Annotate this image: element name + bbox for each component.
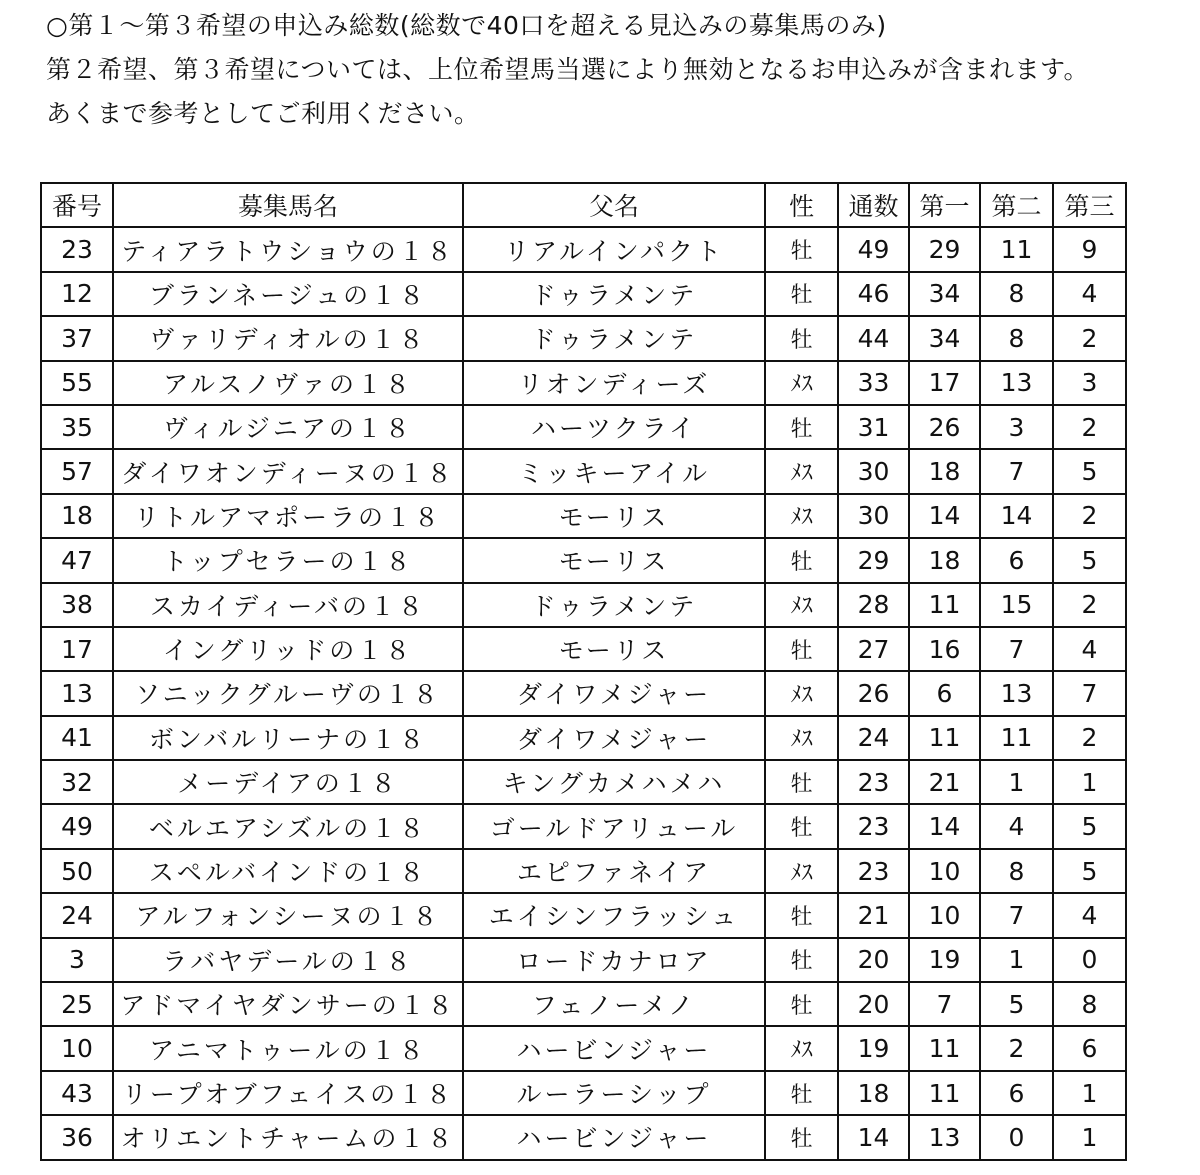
cell-number: 36 [41, 1115, 113, 1159]
cell-sire-name: キングカメハメハ [463, 760, 765, 804]
cell-second-choice: 6 [980, 1071, 1053, 1115]
column-header-number: 番号 [41, 183, 113, 227]
cell-first-choice: 11 [909, 1071, 980, 1115]
cell-horse-name: メーデイアの１８ [113, 760, 463, 804]
cell-first-choice: 26 [909, 405, 980, 449]
intro-notes [46, 0, 1186, 136]
cell-horse-name: イングリッドの１８ [113, 627, 463, 671]
table-row [41, 716, 1126, 760]
table-row [41, 804, 1126, 848]
cell-first-choice: 18 [909, 449, 980, 493]
cell-third-choice: 2 [1053, 405, 1126, 449]
cell-sex: 牡 [765, 1115, 838, 1159]
cell-second-choice: 5 [980, 982, 1053, 1026]
cell-number: 35 [41, 405, 113, 449]
cell-total: 30 [838, 494, 909, 538]
table-row [41, 1026, 1126, 1070]
cell-total: 20 [838, 982, 909, 1026]
table-row [41, 316, 1126, 360]
cell-sire-name: ダイワメジャー [463, 671, 765, 715]
column-header-first-choice: 第一 [909, 183, 980, 227]
cell-number: 10 [41, 1026, 113, 1070]
cell-first-choice: 34 [909, 316, 980, 360]
cell-number: 12 [41, 272, 113, 316]
cell-first-choice: 19 [909, 938, 980, 982]
cell-second-choice: 11 [980, 227, 1053, 271]
cell-horse-name: ヴァリディオルの１８ [113, 316, 463, 360]
cell-number: 3 [41, 938, 113, 982]
cell-second-choice: 8 [980, 272, 1053, 316]
table-row [41, 405, 1126, 449]
cell-sex: 牡 [765, 893, 838, 937]
table-row [41, 361, 1126, 405]
column-header-third-choice: 第三 [1053, 183, 1126, 227]
cell-horse-name: アニマトゥールの１８ [113, 1026, 463, 1070]
cell-sire-name: ルーラーシップ [463, 1071, 765, 1115]
table-row [41, 938, 1126, 982]
cell-total: 30 [838, 449, 909, 493]
cell-total: 23 [838, 849, 909, 893]
cell-total: 49 [838, 227, 909, 271]
cell-sire-name: ハービンジャー [463, 1115, 765, 1159]
cell-sex: ﾒｽ [765, 583, 838, 627]
cell-first-choice: 11 [909, 716, 980, 760]
cell-total: 31 [838, 405, 909, 449]
table-row [41, 849, 1126, 893]
cell-third-choice: 2 [1053, 316, 1126, 360]
cell-sire-name: ドゥラメンテ [463, 583, 765, 627]
column-header-sex: 性 [765, 183, 838, 227]
cell-number: 55 [41, 361, 113, 405]
header-row [41, 183, 1126, 227]
cell-horse-name: リトルアマポーラの１８ [113, 494, 463, 538]
cell-total: 27 [838, 627, 909, 671]
table-row [41, 982, 1126, 1026]
cell-sire-name: リアルインパクト [463, 227, 765, 271]
cell-horse-name: ダイワオンディーヌの１８ [113, 449, 463, 493]
column-header-sire-name: 父名 [463, 183, 765, 227]
column-header-total: 通数 [838, 183, 909, 227]
cell-second-choice: 6 [980, 538, 1053, 582]
cell-third-choice: 2 [1053, 583, 1126, 627]
cell-second-choice: 2 [980, 1026, 1053, 1070]
cell-third-choice: 9 [1053, 227, 1126, 271]
cell-third-choice: 5 [1053, 849, 1126, 893]
cell-first-choice: 10 [909, 893, 980, 937]
cell-horse-name: トップセラーの１８ [113, 538, 463, 582]
cell-second-choice: 8 [980, 849, 1053, 893]
cell-number: 50 [41, 849, 113, 893]
cell-sire-name: ダイワメジャー [463, 716, 765, 760]
cell-third-choice: 2 [1053, 494, 1126, 538]
cell-first-choice: 6 [909, 671, 980, 715]
cell-horse-name: ヴィルジニアの１８ [113, 405, 463, 449]
cell-sex: ﾒｽ [765, 1026, 838, 1070]
cell-second-choice: 13 [980, 671, 1053, 715]
cell-total: 23 [838, 804, 909, 848]
cell-horse-name: ラバヤデールの１８ [113, 938, 463, 982]
table-row [41, 449, 1126, 493]
cell-sex: 牡 [765, 627, 838, 671]
cell-sire-name: ゴールドアリュール [463, 804, 765, 848]
application-count-table [40, 182, 1127, 1161]
cell-horse-name: アドマイヤダンサーの１８ [113, 982, 463, 1026]
table-row [41, 627, 1126, 671]
cell-third-choice: 1 [1053, 760, 1126, 804]
cell-first-choice: 29 [909, 227, 980, 271]
cell-sex: 牡 [765, 982, 838, 1026]
cell-second-choice: 7 [980, 449, 1053, 493]
cell-total: 46 [838, 272, 909, 316]
cell-total: 24 [838, 716, 909, 760]
table-row [41, 671, 1126, 715]
cell-horse-name: ブランネージュの１８ [113, 272, 463, 316]
intro-line-disclaimer: 第２希望、第３希望については、上位希望馬当選により無効となるお申込みが含まれます。 [46, 55, 1090, 84]
cell-horse-name: アルフォンシーヌの１８ [113, 893, 463, 937]
column-header-horse-name: 募集馬名 [113, 183, 463, 227]
cell-number: 18 [41, 494, 113, 538]
cell-sex: ﾒｽ [765, 716, 838, 760]
cell-third-choice: 6 [1053, 1026, 1126, 1070]
cell-sire-name: エピファネイア [463, 849, 765, 893]
cell-total: 33 [838, 361, 909, 405]
cell-second-choice: 1 [980, 760, 1053, 804]
cell-number: 41 [41, 716, 113, 760]
cell-sex: 牡 [765, 316, 838, 360]
cell-third-choice: 4 [1053, 272, 1126, 316]
cell-first-choice: 16 [909, 627, 980, 671]
cell-sire-name: モーリス [463, 538, 765, 582]
cell-third-choice: 3 [1053, 361, 1126, 405]
cell-sex: ﾒｽ [765, 361, 838, 405]
intro-line-reference: あくまで参考としてご利用ください。 [46, 99, 480, 128]
cell-total: 19 [838, 1026, 909, 1070]
cell-sex: 牡 [765, 760, 838, 804]
cell-number: 13 [41, 671, 113, 715]
cell-third-choice: 0 [1053, 938, 1126, 982]
cell-third-choice: 5 [1053, 804, 1126, 848]
cell-total: 28 [838, 583, 909, 627]
cell-first-choice: 10 [909, 849, 980, 893]
cell-number: 38 [41, 583, 113, 627]
cell-second-choice: 7 [980, 627, 1053, 671]
cell-total: 44 [838, 316, 909, 360]
cell-horse-name: アルスノヴァの１８ [113, 361, 463, 405]
cell-sire-name: ドゥラメンテ [463, 316, 765, 360]
cell-third-choice: 1 [1053, 1071, 1126, 1115]
cell-sex: ﾒｽ [765, 449, 838, 493]
cell-sire-name: ミッキーアイル [463, 449, 765, 493]
cell-sire-name: ドゥラメンテ [463, 272, 765, 316]
cell-sex: ﾒｽ [765, 849, 838, 893]
cell-total: 18 [838, 1071, 909, 1115]
cell-first-choice: 18 [909, 538, 980, 582]
cell-third-choice: 5 [1053, 538, 1126, 582]
cell-first-choice: 14 [909, 804, 980, 848]
cell-number: 32 [41, 760, 113, 804]
cell-first-choice: 11 [909, 1026, 980, 1070]
cell-total: 21 [838, 893, 909, 937]
cell-horse-name: ベルエアシズルの１８ [113, 804, 463, 848]
cell-third-choice: 7 [1053, 671, 1126, 715]
table-row [41, 1115, 1126, 1159]
cell-sire-name: モーリス [463, 494, 765, 538]
cell-number: 25 [41, 982, 113, 1026]
cell-number: 24 [41, 893, 113, 937]
cell-first-choice: 7 [909, 982, 980, 1026]
cell-sire-name: ハービンジャー [463, 1026, 765, 1070]
cell-sire-name: リオンディーズ [463, 361, 765, 405]
cell-number: 17 [41, 627, 113, 671]
table-row [41, 760, 1126, 804]
cell-third-choice: 1 [1053, 1115, 1126, 1159]
cell-third-choice: 4 [1053, 627, 1126, 671]
cell-sex: 牡 [765, 405, 838, 449]
cell-sire-name: エイシンフラッシュ [463, 893, 765, 937]
table-row [41, 583, 1126, 627]
cell-sire-name: モーリス [463, 627, 765, 671]
cell-sex: ﾒｽ [765, 671, 838, 715]
cell-sex: 牡 [765, 227, 838, 271]
cell-second-choice: 4 [980, 804, 1053, 848]
cell-sex: 牡 [765, 538, 838, 582]
cell-first-choice: 11 [909, 583, 980, 627]
cell-second-choice: 3 [980, 405, 1053, 449]
cell-sex: 牡 [765, 804, 838, 848]
cell-horse-name: スカイディーバの１８ [113, 583, 463, 627]
cell-second-choice: 11 [980, 716, 1053, 760]
cell-second-choice: 15 [980, 583, 1053, 627]
cell-total: 26 [838, 671, 909, 715]
cell-first-choice: 17 [909, 361, 980, 405]
cell-second-choice: 13 [980, 361, 1053, 405]
cell-total: 20 [838, 938, 909, 982]
cell-sex: 牡 [765, 1071, 838, 1115]
cell-third-choice: 2 [1053, 716, 1126, 760]
cell-horse-name: ティアラトウショウの１８ [113, 227, 463, 271]
table-body [41, 227, 1126, 1159]
cell-third-choice: 8 [1053, 982, 1126, 1026]
cell-horse-name: ソニックグルーヴの１８ [113, 671, 463, 715]
cell-sex: 牡 [765, 938, 838, 982]
cell-first-choice: 14 [909, 494, 980, 538]
cell-third-choice: 5 [1053, 449, 1126, 493]
cell-horse-name: リープオブフェイスの１８ [113, 1071, 463, 1115]
cell-number: 23 [41, 227, 113, 271]
cell-sire-name: ハーツクライ [463, 405, 765, 449]
intro-line-heading: ○第１～第３希望の申込み総数(総数で40口を超える見込みの募集馬のみ) [46, 11, 887, 40]
cell-second-choice: 7 [980, 893, 1053, 937]
table-row [41, 1071, 1126, 1115]
cell-second-choice: 8 [980, 316, 1053, 360]
table-row [41, 227, 1126, 271]
cell-number: 43 [41, 1071, 113, 1115]
table-row [41, 893, 1126, 937]
cell-sex: ﾒｽ [765, 494, 838, 538]
cell-third-choice: 4 [1053, 893, 1126, 937]
cell-total: 14 [838, 1115, 909, 1159]
table-row [41, 538, 1126, 582]
cell-sex: 牡 [765, 272, 838, 316]
table-row [41, 272, 1126, 316]
cell-number: 47 [41, 538, 113, 582]
cell-total: 23 [838, 760, 909, 804]
cell-first-choice: 34 [909, 272, 980, 316]
cell-first-choice: 21 [909, 760, 980, 804]
cell-sire-name: ロードカナロア [463, 938, 765, 982]
cell-number: 57 [41, 449, 113, 493]
cell-second-choice: 14 [980, 494, 1053, 538]
cell-second-choice: 0 [980, 1115, 1053, 1159]
cell-horse-name: ボンバルリーナの１８ [113, 716, 463, 760]
column-header-second-choice: 第二 [980, 183, 1053, 227]
cell-horse-name: オリエントチャームの１８ [113, 1115, 463, 1159]
table-header [41, 183, 1126, 227]
table-row [41, 494, 1126, 538]
cell-horse-name: スペルバインドの１８ [113, 849, 463, 893]
cell-number: 49 [41, 804, 113, 848]
cell-total: 29 [838, 538, 909, 582]
cell-number: 37 [41, 316, 113, 360]
cell-first-choice: 13 [909, 1115, 980, 1159]
cell-second-choice: 1 [980, 938, 1053, 982]
cell-sire-name: フェノーメノ [463, 982, 765, 1026]
